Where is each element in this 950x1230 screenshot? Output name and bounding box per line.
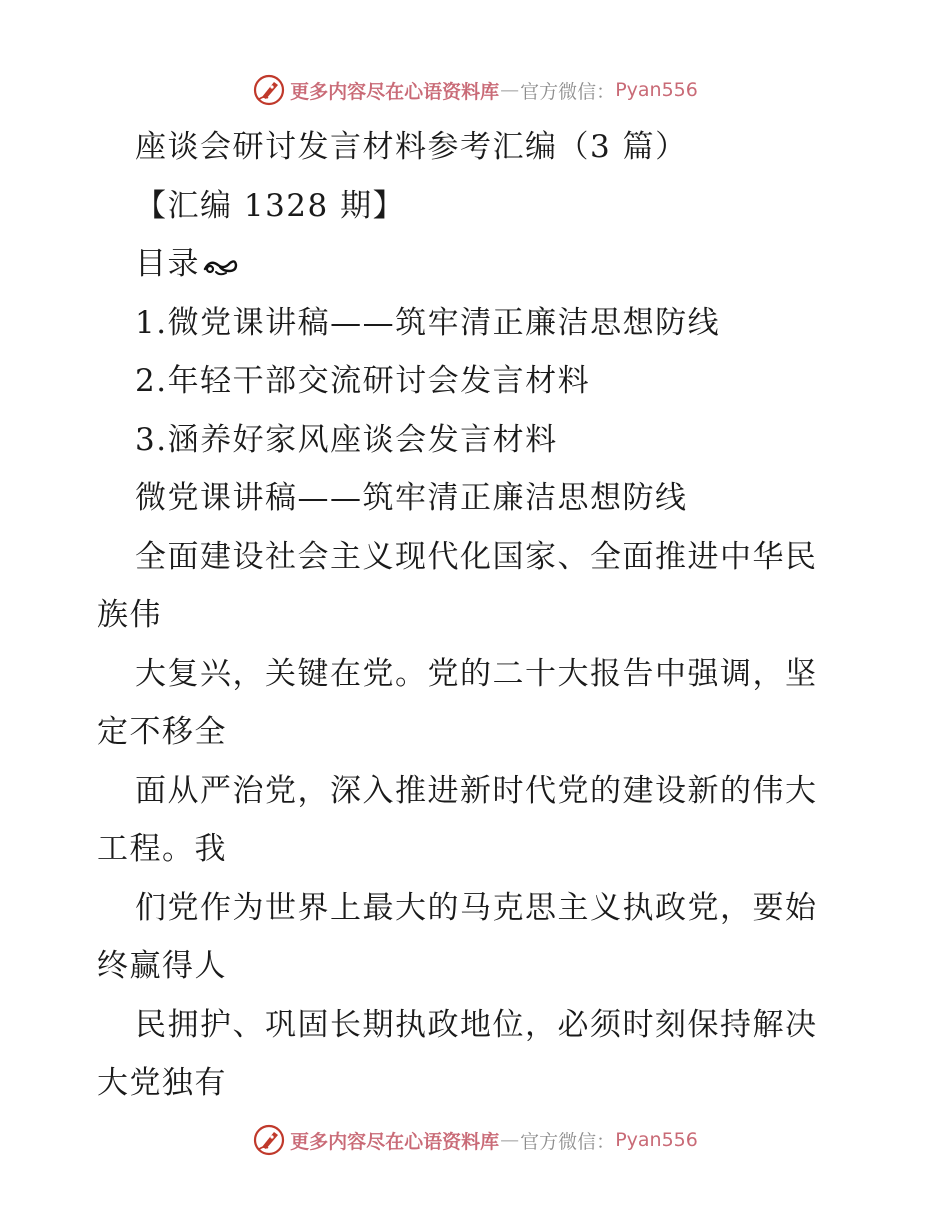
watermark-wechat-id: Pyan556 xyxy=(615,1129,698,1151)
paragraph-line: 民拥护、巩固长期执政地位，必须时刻保持解决 xyxy=(135,1006,818,1043)
paragraph-line: 工程。我 xyxy=(97,831,227,867)
watermark-site-text: 更多内容尽在心语资料库 xyxy=(290,1130,500,1153)
watermark-wechat-label: 官方微信： xyxy=(520,1130,616,1153)
document-body xyxy=(97,118,857,1113)
toc-item: 3.涵养好家风座谈会发言材料 xyxy=(135,421,558,458)
paragraph-line: 大党独有 xyxy=(97,1065,227,1101)
paragraph-line: 终赢得人 xyxy=(97,948,227,984)
watermark-site-text: 更多内容尽在心语资料库 xyxy=(290,80,500,103)
paragraph-line: 面从严治党，深入推进新时代党的建设新的伟大 xyxy=(135,772,818,809)
document-title: 座谈会研讨发言材料参考汇编（3 篇） xyxy=(135,129,688,165)
watermark-dash: — xyxy=(500,79,520,101)
toc-item: 1.微党课讲稿——筑牢清正廉洁思想防线 xyxy=(135,304,721,341)
fleuron-ornament-icon xyxy=(202,254,238,278)
watermark-wechat-label: 官方微信： xyxy=(520,80,616,103)
toc-heading: 目录 xyxy=(135,246,200,282)
watermark-wechat-id: Pyan556 xyxy=(615,79,698,101)
watermark-dash: — xyxy=(500,1129,520,1151)
paragraph-line: 族伟 xyxy=(97,597,162,633)
header-watermark xyxy=(0,70,950,110)
pen-nib-logo-icon xyxy=(252,1123,286,1157)
toc-item: 2.年轻干部交流研讨会发言材料 xyxy=(135,363,591,399)
paragraph-line: 们党作为世界上最大的马克思主义执政党，要始 xyxy=(135,889,818,926)
toc-heading-line xyxy=(97,235,857,294)
section-title: 微党课讲稿——筑牢清正廉洁思想防线 xyxy=(135,480,688,516)
footer-watermark xyxy=(0,1120,950,1160)
pen-nib-logo-icon xyxy=(252,73,286,107)
paragraph-line: 全面建设社会主义现代化国家、全面推进中华民 xyxy=(135,538,818,575)
issue-number: 【汇编 1328 期】 xyxy=(135,187,406,224)
paragraph-line: 大复兴，关键在党。党的二十大报告中强调，坚 xyxy=(135,655,818,692)
paragraph-line: 定不移全 xyxy=(97,714,227,750)
